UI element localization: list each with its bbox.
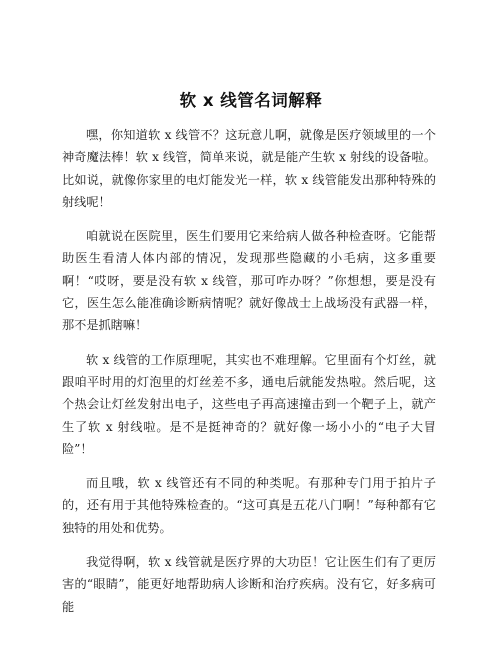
paragraph: 咱就说在医院里，医生们要用它来给病人做各种检查呀。它能帮助医生看清人体内部的情况，发现那些隐藏的小毛病，这多重要啊！“哎呀，要是没有软 x 线管，那可咋办呀？”你想想，要是没有它，医生怎么能准确诊断病情呢？就好像战士上战场没有武器一样，那不是抓瞎嘛！ [62, 229, 436, 333]
paragraph: 嘿，你知道软 x 线管不？这玩意儿啊，就像是医疗领域里的一个神奇魔法棒！软 x 线管，简单来说，就是能产生软 x 射线的设备啦。比如说，就像你家里的电灯能发光一样，软 x 线管能发出那种特殊的射线呢！ [62, 128, 436, 209]
document-title: 软 x 线管名词解释 [179, 91, 323, 110]
paragraph: 而且哦，软 x 线管还有不同的种类呢。有那种专门用于拍片子的，还有用于其他特殊检查的。“这可真是五花八门啊！”每种都有它独特的用处和优势。 [62, 476, 436, 535]
document-body [62, 124, 436, 630]
paragraph: 软 x 线管的工作原理呢，其实也不难理解。它里面有个灯丝，就跟咱平时用的灯泡里的灯丝差不多，通电后就能发热啦。然后呢，这个热会让灯丝发射出电子，这些电子再高速撞击到一个靶子上，就产生了软 x 射线啦。是不是挺神奇的？就好像一场小小的“电子大冒险”！ [62, 352, 436, 456]
paragraph: 我觉得啊，软 x 线管就是医疗界的大功臣！它让医生们有了更厉害的“眼睛”，能更好地帮助病人诊断和治疗疾病。没有它，好多病可能 [62, 555, 436, 614]
